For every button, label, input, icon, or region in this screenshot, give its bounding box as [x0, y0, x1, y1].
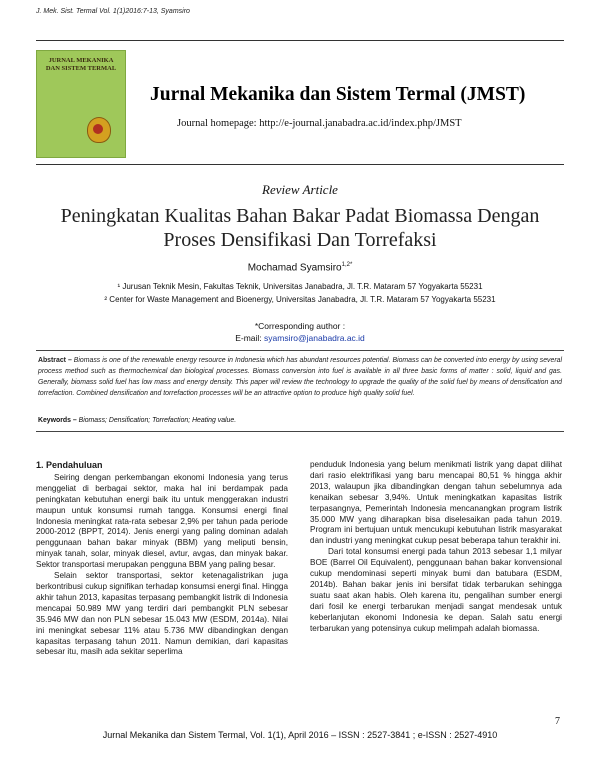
- abstract-label: Abstract –: [38, 357, 74, 364]
- right-column: [310, 460, 562, 635]
- keywords: [38, 417, 236, 424]
- cover-title: JURNAL MEKANIKA DAN SISTEM TERMAL: [45, 57, 117, 72]
- page-footer: Jurnal Mekanika dan Sistem Termal, Vol. 1(1), April 2016 – ISSN : 2527-3841 ; e-ISSN : 2527-4910: [102, 730, 498, 740]
- journal-title: Jurnal Mekanika dan Sistem Termal (JMST): [150, 84, 526, 105]
- left-column: [36, 460, 288, 658]
- email-label: E-mail:: [235, 333, 265, 343]
- section-heading: 1. Pendahuluan: [36, 460, 103, 470]
- paragraph: Seiring dengan perkembangan ekonomi Indonesia yang terus menggeliat di berbagai sektor, maka hal ini berdampak pada peningkatan kebutuhan energi baik itu untuk menggerakan industri maupun untuk konsumsi rumah tangga. Konsumsi energi final Indonesia meningkat rata-rata sebesar 2,9% per tahun pada periode 2000-2012 (BPPT, 2014). Jenis energi yang paling dominan adalah penggunaan bahan bakar minyak (BBM) yang meliputi bensin, minyak tanah, solar, minyak diesel, avtur, avgas, dan minyak bakar. Sektor transportasi merupakan pengguna BBM yang paling besar.: [36, 472, 288, 570]
- journal-cover-image: [36, 50, 126, 158]
- author-superscript: 1,2*: [341, 262, 353, 268]
- abstract-text: Biomass is one of the renewable energy resource in Indonesia which has abundant resources potential. Biomass can be converted into energy by using several process method such as thermochemical dan biological processes. Biomass conversion into fuel is available in all three basic forms of matter : solid, liquid and gas. Generally, biomass solid fuel has low mass and energy density. This paper will review the technology to upgrade the quality of the solid fuel by means of densification and torrefaction. Combined densification and torrefaction processes will be an attractive option to produce high quality solid fuel.: [38, 357, 562, 397]
- article-title: [40, 204, 560, 252]
- keywords-label: Keywords –: [38, 417, 79, 424]
- article-title-line-2: Proses Densifikasi Dan Torrefaksi: [163, 229, 437, 251]
- paragraph: penduduk Indonesia yang belum menikmati listrik yang dapat dilihat dari rasio elektrifikasi yang baru mencapai 80,51 % hingga akhir 2013, walaupun jika dibandingkan dengan tahun sebelumnya ada kenaikan sebesar 3,94%. Untuk meningkatkan kapasitas listrik terpasangnya, Pemerintah Indonesia mencanangkan program listrik 35.000 MW yang diharapkan bisa diselesaikan pada tahun 2019. Program ini bertujuan untuk mencukupi kebutuhan listrik masyarakat dan industri yang meningkat cukup pesat beberapa tahun terakhir ini.: [310, 460, 562, 546]
- affiliation-2: ² Center for Waste Management and Bioenergy, Universitas Janabadra, Jl. T.R. Mataram 57 Yogyakarta 55231: [104, 295, 496, 304]
- email-link[interactable]: syamsiro@janabadra.ac.id: [264, 333, 365, 343]
- university-seal-icon: [87, 117, 111, 143]
- abstract-box: [36, 350, 564, 432]
- keywords-text: Biomass; Densification; Torrefaction; Heating value.: [78, 417, 237, 424]
- paragraph: Selain sektor transportasi, sektor ketenagalistrikan juga berkontribusi cukup signifikan terhadap konsumsi energi final. Hingga akhir tahun 2013, kapasitas terpasang pembangkit listrik di Indonesia mencapai 50.989 MW yang terdiri dari pembangkit PLN sebesar 35.946 MW dan non PLN sebesar 15.043 MW (ESDM, 2014a). Nilai ini meningkat sebesar 11% atau 5.736 MW dibandingkan dengan kapasitas terpasang tahun 2011. Namun demikian, dari kapasitas sebesar itu, masih ada sekitar seperlima: [36, 571, 288, 657]
- article-type: Review Article: [262, 182, 338, 197]
- affiliation-1: ¹ Jurusan Teknik Mesin, Fakultas Teknik, Universitas Janabadra, Jl. T.R. Mataram 57 Yogyakarta 55231: [117, 282, 483, 291]
- paragraph: Dari total konsumsi energi pada tahun 2013 sebesar 1,1 milyar BOE (Barrel Oil Equivalent), penggunaan bahan bakar konvensional cukup mendominasi seperti minyak bumi dan batubara (ESDM, 2014b). Bahan bakar jenis ini bersifat tidak terbarukan sehingga suatu saat akan habis. Oleh karena itu, pengalihan sumber energi dari fosil ke energi terbarukan menjadi sangat mendesak untuk keberlanjutan ekonomi Indonesia ke depan. Salah satu energi terbarukan yang potensinya cukup melimpah adalah biomassa.: [310, 547, 562, 633]
- author-line: [0, 262, 600, 273]
- journal-homepage[interactable]: Journal homepage: http://e-journal.janabadra.ac.id/index.php/JMST: [177, 118, 462, 129]
- header-bottom-rule: [36, 164, 564, 165]
- email-line: [0, 333, 600, 343]
- running-head: J. Mek. Sist. Termal Vol. 1(1)2016:7-13, Syamsiro: [36, 8, 190, 15]
- page-number: 7: [555, 716, 560, 727]
- corresponding-author: *Corresponding author :: [254, 321, 346, 331]
- article-title-line-1: Peningkatan Kualitas Bahan Bakar Padat Biomassa Dengan: [60, 205, 540, 227]
- header-top-rule: [36, 40, 564, 41]
- author-name: Mochamad Syamsiro: [247, 262, 342, 274]
- abstract: [38, 355, 562, 399]
